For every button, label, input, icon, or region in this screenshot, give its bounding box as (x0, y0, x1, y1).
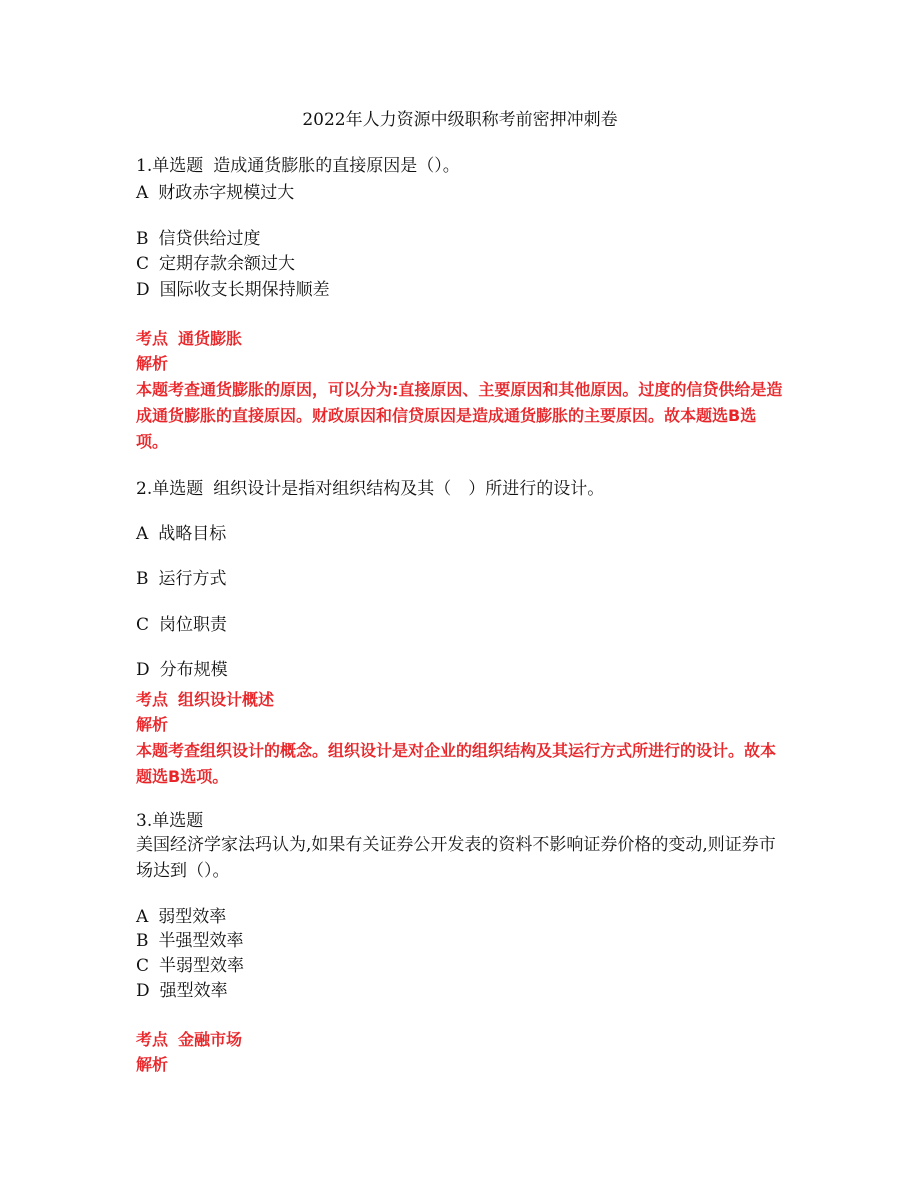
kaodian-topic: 组织设计概述 (178, 690, 275, 709)
kaodian-label: 考点 (136, 329, 169, 348)
question-stem: 组织设计是指对组织结构及其（ ）所进行的设计。 (213, 479, 605, 499)
kaodian-label: 考点 (136, 1030, 169, 1049)
jiexi-label: 解析 (136, 354, 169, 373)
option-letter: D (136, 280, 150, 300)
kaodian-label: 考点 (136, 690, 169, 709)
option-letter: D (136, 660, 150, 680)
option-text: 弱型效率 (158, 907, 227, 927)
option-letter: C (136, 956, 150, 976)
option-letter: A (136, 524, 149, 544)
jiexi-label: 解析 (136, 715, 169, 734)
option-b (136, 227, 261, 251)
option-d (136, 979, 228, 1003)
kaodian-topic: 金融市场 (178, 1030, 243, 1049)
question-1-header (136, 154, 460, 178)
question-stem: 美国经济学家法玛认为,如果有关证券公开发表的资料不影响证券价格的变动,则证券市场达到（）。 (136, 835, 776, 881)
question-2-header (136, 477, 604, 501)
question-number: 1. (136, 156, 153, 176)
option-d (136, 658, 228, 682)
option-letter: B (136, 931, 149, 951)
option-letter: D (136, 981, 150, 1001)
option-c (136, 954, 244, 978)
option-text: 国际收支长期保持顺差 (159, 280, 330, 300)
option-b (136, 567, 227, 591)
kaodian-topic: 通货膨胀 (178, 329, 243, 348)
document-title: 2022年人力资源中级职称考前密押冲刺卷 (302, 110, 618, 130)
option-text: 半弱型效率 (159, 956, 245, 976)
option-text: 强型效率 (159, 981, 228, 1001)
option-text: 财政赤字规模过大 (158, 183, 295, 203)
option-text: 半强型效率 (158, 931, 244, 951)
question-number: 3. (136, 811, 153, 831)
option-text: 分布规模 (159, 660, 228, 680)
option-text: 信贷供给过度 (158, 229, 261, 249)
kaodian-line (136, 327, 242, 351)
option-a (136, 181, 294, 205)
option-text: 定期存款余额过大 (159, 254, 296, 274)
option-letter: B (136, 569, 149, 589)
option-letter: C (136, 254, 150, 274)
option-a (136, 905, 226, 929)
option-text: 运行方式 (158, 569, 227, 589)
option-text: 岗位职责 (159, 615, 228, 635)
jiexi-label: 解析 (136, 1055, 169, 1074)
question-number: 2. (136, 479, 153, 499)
option-letter: C (136, 615, 150, 635)
option-a (136, 522, 226, 546)
question-type: 单选题 (152, 479, 204, 499)
kaodian-line (136, 1028, 242, 1052)
kaodian-line (136, 688, 274, 712)
question-type: 单选题 (152, 156, 204, 176)
option-c (136, 613, 227, 637)
option-text: 战略目标 (158, 524, 227, 544)
jiexi-text: 本题考查组织设计的概念。组织设计是对企业的组织结构及其运行方式所进行的设计。故本题选B选项。 (136, 741, 777, 786)
question-stem: 造成通货膨胀的直接原因是（）。 (213, 156, 460, 176)
option-d (136, 278, 330, 302)
jiexi-text: 本题考查通货膨胀的原因，可以分为:直接原因、主要原因和其他原因。过度的信贷供给是造成通货膨胀的直接原因。财政原因和信贷原因是造成通货膨胀的主要原因。故本题选B选项。 (136, 380, 783, 451)
option-letter: B (136, 229, 149, 249)
option-b (136, 929, 244, 953)
option-c (136, 252, 295, 276)
option-letter: A (136, 183, 149, 203)
question-type: 单选题 (152, 811, 204, 831)
option-letter: A (136, 907, 149, 927)
question-3-header (136, 809, 203, 833)
